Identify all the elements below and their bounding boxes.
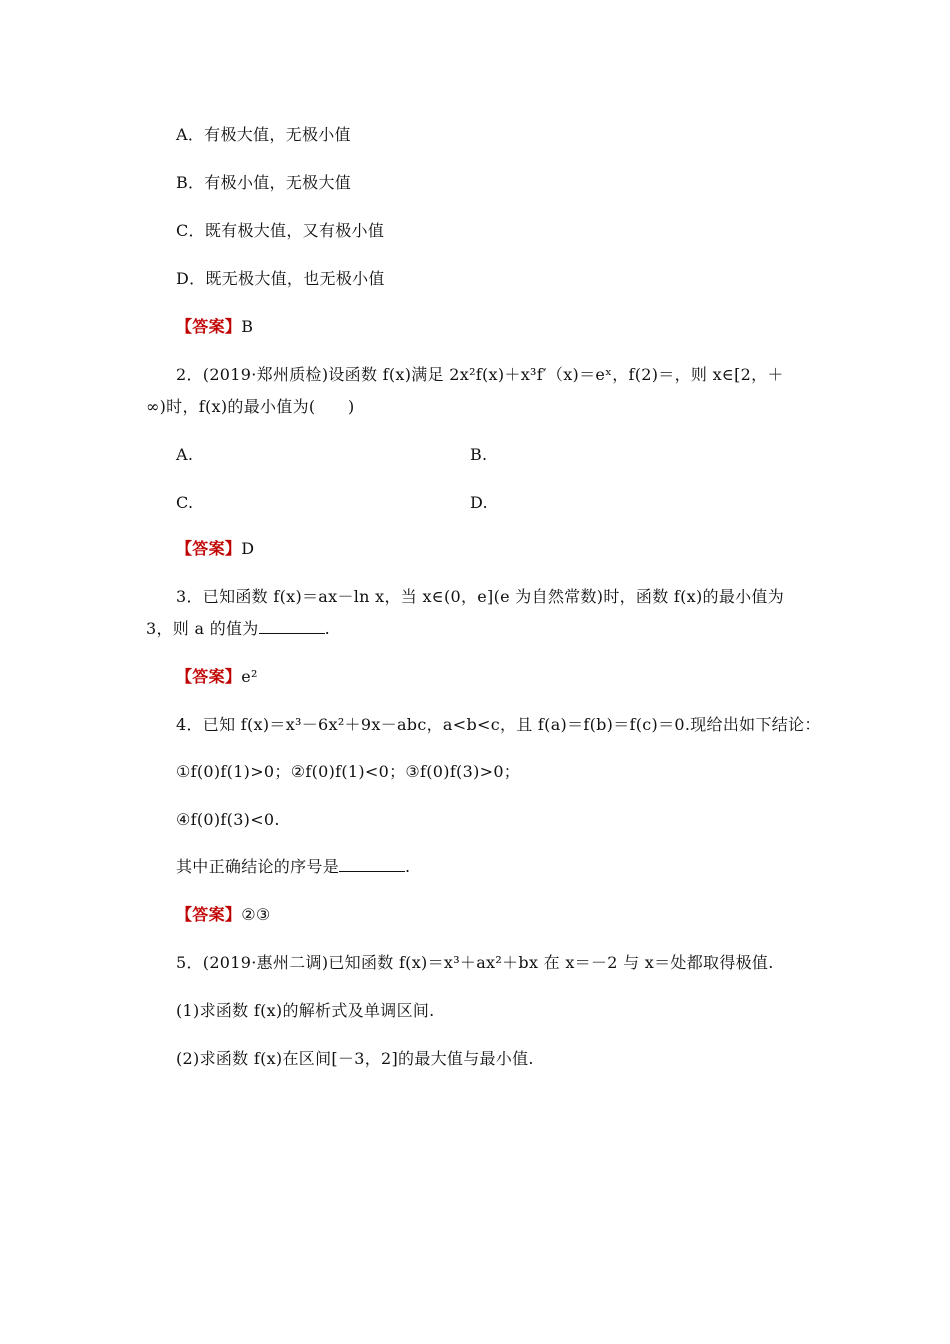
answer-tag: 【答案】 <box>176 317 242 336</box>
q3-stem-text: 3，则 a 的值为 <box>146 619 259 638</box>
answer-tag: 【答案】 <box>176 667 242 686</box>
q2-option-d: D. <box>470 493 488 512</box>
q1-option-a: A．有极大值，无极小值 <box>176 125 351 144</box>
q1-option-d: D．既无极大值，也无极小值 <box>176 269 385 288</box>
q2-stem-line1: 2．(2019·郑州质检)设函数 f(x)满足 2x²f(x)＋x³f′（x)＝eˣ，f(2)＝，则 x∈[2，＋ <box>176 365 784 384</box>
q3-stem-line1: 3．已知函数 f(x)＝ax－ln x，当 x∈(0，e](e 为自然常数)时，函数 f(x)的最小值为 <box>176 587 785 606</box>
q5-stem: 5．(2019·惠州二调)已知函数 f(x)＝x³＋ax²＋bx 在 x＝－2 与 x＝处都取得极值. <box>176 953 774 972</box>
q3-answer-value: e² <box>241 667 258 686</box>
q5-part1: (1)求函数 f(x)的解析式及单调区间. <box>176 1001 435 1020</box>
q4-answer-value: ②③ <box>241 905 271 924</box>
q1-answer <box>176 316 253 338</box>
q2-option-a: A. <box>176 445 194 464</box>
q2-option-b: B. <box>470 445 488 464</box>
q4-prompt <box>176 856 410 878</box>
answer-tag: 【答案】 <box>176 905 242 924</box>
q4-answer <box>176 904 271 926</box>
q1-option-c: C．既有极大值，又有极小值 <box>176 221 385 240</box>
q4-conclusion-4: ④f(0)f(3)<0. <box>176 810 280 829</box>
q3-answer <box>176 666 258 688</box>
q4-conclusions-1-3: ①f(0)f(1)>0；②f(0)f(1)<0；③f(0)f(3)>0； <box>176 762 521 781</box>
q2-option-c: C. <box>176 493 194 512</box>
q1-answer-value: B <box>241 317 254 336</box>
fill-blank <box>339 857 405 872</box>
q2-answer <box>176 538 254 560</box>
answer-tag: 【答案】 <box>176 539 242 558</box>
q3-stem-line2 <box>146 618 330 640</box>
q4-prompt-end: . <box>405 857 411 876</box>
q3-stem-end: . <box>324 619 330 638</box>
q5-part2: (2)求函数 f(x)在区间[－3，2]的最大值与最小值. <box>176 1049 534 1068</box>
q1-option-b: B．有极小值，无极大值 <box>176 173 352 192</box>
q4-stem-line1: 4．已知 f(x)＝x³－6x²＋9x－abc，a<b<c，且 f(a)＝f(b)＝f(c)＝0.现给出如下结论： <box>176 715 821 734</box>
q4-prompt-text: 其中正确结论的序号是 <box>176 857 340 876</box>
q2-answer-value: D <box>241 539 255 558</box>
q2-stem-line2: ∞)时，f(x)的最小值为( ) <box>146 397 355 416</box>
fill-blank <box>259 619 325 634</box>
